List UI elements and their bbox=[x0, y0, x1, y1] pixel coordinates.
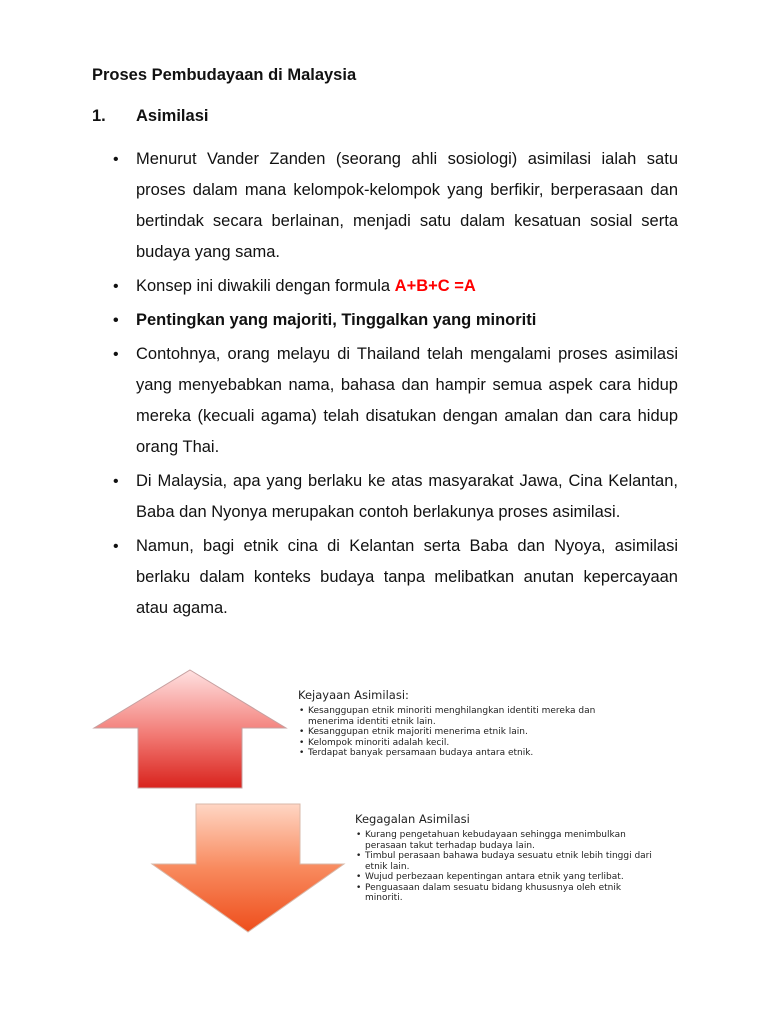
success-item: • Kesanggupan etnik majoriti menerima etnik lain. bbox=[298, 727, 598, 738]
success-item: • Terdapat banyak persamaan budaya antara etnik. bbox=[298, 748, 598, 759]
failure-list bbox=[355, 830, 660, 904]
bullet-text: Konsep ini diwakili dengan formula bbox=[136, 277, 395, 295]
bullet-item: • Menurut Vander Zanden (seorang ahli sosiologi) asimilasi ialah satu proses dalam mana kelompok-kelompok yang berfikir, berperasaan dan bertindak secara berlainan, menjadi satu dalam kesatuan sosial serta budaya yang sama. bbox=[92, 144, 678, 268]
success-list bbox=[298, 706, 598, 759]
failure-item: • Timbul perasaan bahawa budaya sesuatu etnik lebih tinggi dari etnik lain. bbox=[355, 851, 660, 872]
success-item: • Kelompok minoriti adalah kecil. bbox=[298, 738, 598, 749]
success-title: Kejayaan Asimilasi: bbox=[298, 688, 409, 702]
failure-item: • Wujud perbezaan kepentingan antara etnik yang terlibat. bbox=[355, 872, 660, 883]
section-title: Asimilasi bbox=[136, 107, 209, 125]
bullet-item: • Namun, bagi etnik cina di Kelantan serta Baba dan Nyoya, asimilasi berlaku dalam konteks budaya tanpa melibatkan anutan kepercayaan atau agama. bbox=[92, 531, 678, 624]
failure-title: Kegagalan Asimilasi bbox=[355, 812, 470, 826]
failure-item: • Kurang pengetahuan kebudayaan sehingga menimbulkan perasaan takut terhadap budaya lain. bbox=[355, 830, 660, 851]
down-arrow-icon bbox=[150, 802, 346, 934]
success-box bbox=[298, 688, 598, 759]
bullet-item: • Di Malaysia, apa yang berlaku ke atas masyarakat Jawa, Cina Kelantan, Baba dan Nyonya merupakan contoh berlakunya proses asimilasi. bbox=[92, 466, 678, 528]
bullet-item: • Pentingkan yang majoriti, Tinggalkan yang minoriti bbox=[92, 305, 678, 336]
bullet-item: • Contohnya, orang melayu di Thailand telah mengalami proses asimilasi yang menyebabkan nama, bahasa dan hampir semua aspek cara hidup mereka (kecuali agama) telah disatukan dengan amalan dan cara hidup orang Thai. bbox=[92, 339, 678, 463]
section-heading bbox=[92, 105, 208, 127]
bullet-item bbox=[92, 271, 678, 302]
success-item: • Kesanggupan etnik minoriti menghilangkan identiti mereka dan menerima identiti etnik lain. bbox=[298, 706, 598, 727]
formula-text: A+B+C =A bbox=[394, 277, 476, 295]
failure-item: • Penguasaan dalam sesuatu bidang khususnya oleh etnik minoriti. bbox=[355, 883, 660, 904]
section-number: 1. bbox=[92, 107, 106, 125]
page-title: Proses Pembudayaan di Malaysia bbox=[92, 66, 357, 84]
up-arrow-icon bbox=[92, 668, 288, 790]
bullet-list bbox=[92, 144, 678, 627]
failure-box bbox=[355, 812, 660, 904]
